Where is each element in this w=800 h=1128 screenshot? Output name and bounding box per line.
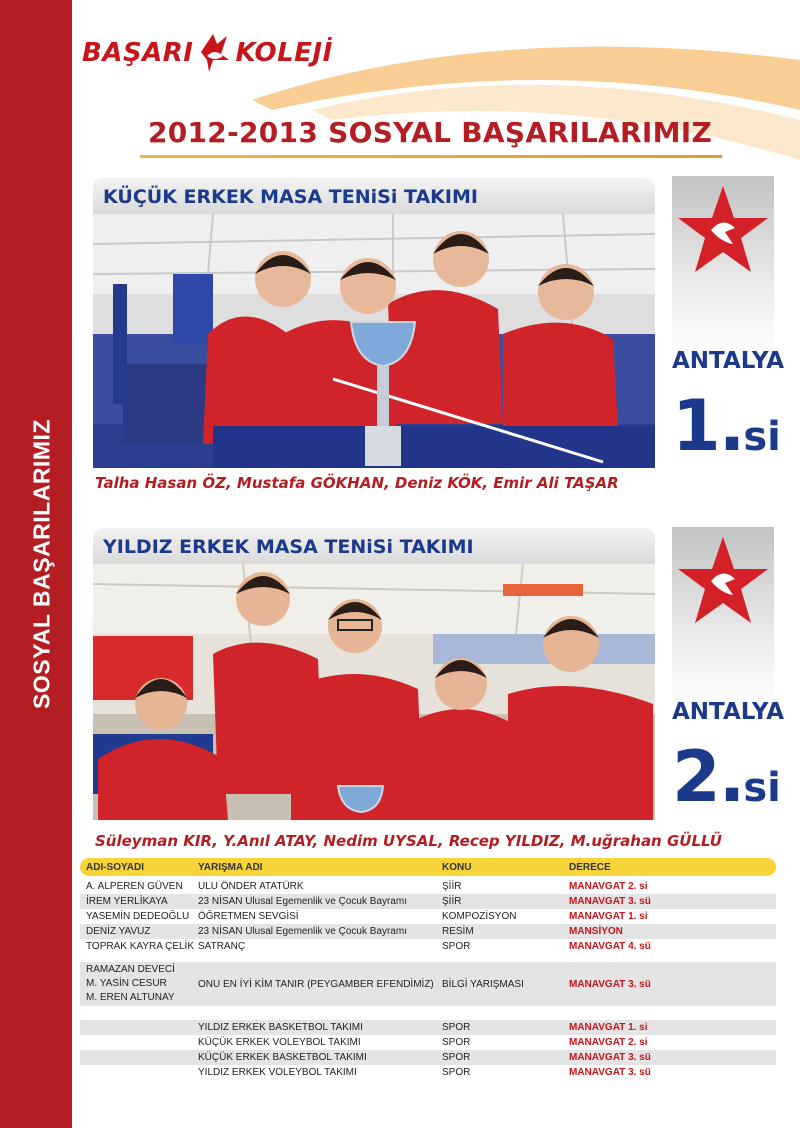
results-table [80,858,776,1080]
cell-competition: YILDIZ ERKEK BASKETBOL TAKIMI [198,1022,363,1033]
table-row [80,939,776,954]
team-2-rank-panel [672,527,785,830]
team-2-rank-suffix: si [743,765,781,811]
cell-competition: SATRANÇ [198,941,246,952]
group-member: M. YASİN CESUR [86,978,167,989]
cell-subject: SPOR [442,1067,471,1078]
cell-subject: SPOR [442,1022,471,1033]
cell-rank: MANAVGAT 3. sü [569,896,651,907]
sidebar-label: SOSYAL BAŞARILARIMIZ [28,419,55,709]
team-2-rank [672,736,781,828]
table-row [80,1050,776,1065]
cell-subject: BİLGİ YARIŞMASI [442,978,524,990]
cell-competition: ULU ÖNDER ATATÜRK [198,881,304,892]
cell-competition: 23 NİSAN Ulusal Egemenlik ve Çocuk Bayramı [198,926,407,937]
table-row [80,1065,776,1080]
cell-competition: YILDIZ ERKEK VOLEYBOL TAKIMI [198,1067,357,1078]
cell-subject: SPOR [442,1052,471,1063]
header-subject: KONU [442,861,472,873]
cell-subject: SPOR [442,1037,471,1048]
team-1-rank-suffix: si [743,414,781,460]
cell-subject: SPOR [442,941,471,952]
sidebar [0,0,72,1128]
cell-subject: ŞİİR [442,881,462,892]
team-2-names: Süleyman KIR, Y.Anıl ATAY, Nedim UYSAL, Recep YILDIZ, M.uğrahan GÜLLÜ [95,832,722,850]
star-icon [675,182,771,278]
cell-competition: KÜÇÜK ERKEK VOLEYBOL TAKIMI [198,1037,361,1048]
cell-rank: MANSİYON [569,926,623,937]
table-header [80,858,776,876]
cell-rank: MANAVGAT 3. sü [569,1052,651,1063]
logo-text-left: BAŞARI [82,38,194,68]
cell-rank: MANAVGAT 1. si [569,911,648,922]
cell-name: TOPRAK KAYRA ÇELİK [86,941,195,952]
team-1-title: KÜÇÜK ERKEK MASA TENiSi TAKIMI [93,178,655,216]
header-rank: DERECE [569,861,611,873]
cell-rank: MANAVGAT 3. sü [569,1067,651,1078]
cell-competition: KÜÇÜK ERKEK BASKETBOL TAKIMI [198,1052,367,1063]
cell-competition: ONU EN İYİ KİM TANIR (PEYGAMBER EFENDİMİZ) [198,978,434,990]
logo-mark-icon [195,30,233,76]
cell-subject: KOMPOZİSYON [442,911,517,922]
cell-rank: MANAVGAT 4. sü [569,941,651,952]
table-row [80,1035,776,1050]
cell-subject: RESİM [442,926,474,937]
header-name: ADI-SOYADI [86,861,144,873]
cell-name: A. ALPEREN GÜVEN [86,881,183,892]
team-1-names: Talha Hasan ÖZ, Mustafa GÖKHAN, Deniz KÖK, Emir Ali TAŞAR [95,474,619,492]
cell-competition: 23 NİSAN Ulusal Egemenlik ve Çocuk Bayramı [198,896,407,907]
page-title: 2012-2013 SOSYAL BAŞARILARIMIZ [147,116,713,149]
team-1-rank [672,385,781,477]
team-1-rank-city: ANTALYA [672,348,785,374]
team-2-rank-city: ANTALYA [672,699,785,725]
team-1-photo [93,214,655,468]
title-underline [140,155,722,158]
team-2-rank-number: 2. [672,736,744,818]
group-member: M. EREN ALTUNAY [86,992,175,1003]
cell-rank: MANAVGAT 2. si [569,881,648,892]
table-row [80,924,776,939]
cell-rank: MANAVGAT 2. si [569,1037,648,1048]
table-row [80,879,776,894]
school-logo [82,28,333,78]
team-1-rank-number: 1. [672,385,744,467]
table-row-group [80,962,776,1006]
cell-rank: MANAVGAT 3. sü [569,978,651,990]
cell-name: DENİZ YAVUZ [86,926,151,937]
team-2-title: YILDIZ ERKEK MASA TENiSi TAKIMI [93,528,655,566]
logo-text-right: KOLEJİ [235,38,333,68]
table-row [80,909,776,924]
cell-name: YASEMİN DEDEOĞLU [86,911,190,922]
cell-subject: ŞİİR [442,896,462,907]
team-1-rank-panel [672,176,785,479]
star-icon [675,533,771,629]
cell-rank: MANAVGAT 1. si [569,1022,648,1033]
cell-names [80,963,198,1005]
cell-name: İREM YERLİKAYA [86,896,168,907]
cell-competition: ÖĞRETMEN SEVGİSİ [198,911,299,922]
table-row [80,894,776,909]
table-row [80,1020,776,1035]
team-2-photo [93,564,655,820]
group-member: RAMAZAN DEVECİ [86,964,175,975]
header-competition: YARIŞMA ADI [198,861,263,873]
